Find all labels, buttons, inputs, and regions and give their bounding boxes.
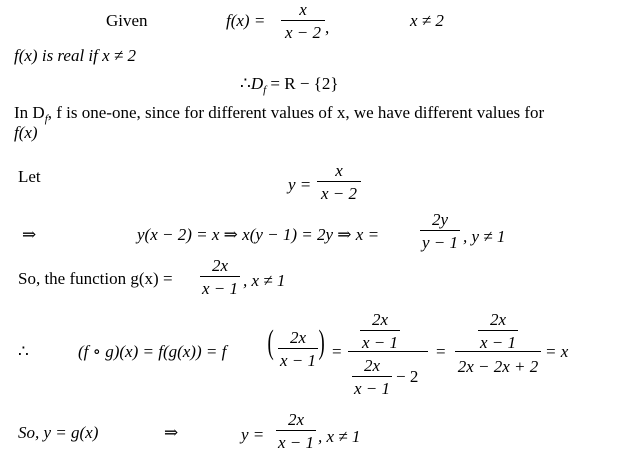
- fraction-final: $\frac{2x}{x - 1}$: [278, 410, 315, 452]
- fraction-2y-over-y-minus-1: $\frac{2y}{y - 1}$: [422, 210, 459, 252]
- fraction-g: $\frac{2x}{x - 1}$: [202, 256, 239, 298]
- right-paren: ): [318, 324, 325, 361]
- big-fraction-bar: [348, 351, 428, 352]
- one-one-statement: In $D_f$, f is one-one, since for different values of x, we have different values for: [14, 103, 545, 125]
- domain-symbol: D: [250, 74, 264, 93]
- therefore-symbol: ∴: [240, 74, 251, 93]
- domain-rhs: = R − {2}: [270, 74, 339, 93]
- equals-2: =: [436, 342, 446, 361]
- equals-1: =: [332, 342, 342, 361]
- domain-line: [240, 75, 339, 96]
- real-condition-text: f(x) is real if x ≠ 2: [14, 46, 137, 65]
- implies-arrow-2: ⇒: [164, 423, 179, 442]
- result-denominator: 2x − 2x + 2: [457, 357, 539, 376]
- condition-x-ne-1: , x ≠ 1: [243, 271, 286, 290]
- left-paren: (: [267, 324, 274, 361]
- domain-subscript: f: [263, 84, 267, 96]
- equals-x: = x: [545, 342, 569, 361]
- fx-lhs: f(x) =: [226, 11, 266, 30]
- result-fraction-bar: [455, 351, 541, 352]
- inner-fraction: $\frac{2x}{x - 1}$: [280, 328, 317, 370]
- composition-lhs: (f ∘ g)(x) = f(g(x)) = f: [78, 342, 227, 361]
- solve-for-x-expression: y(x − 2) = x ⇒ x(y − 1) = 2y ⇒ x =: [137, 225, 380, 244]
- implies-arrow: ⇒: [22, 225, 37, 244]
- condition-x-ne-2: x ≠ 2: [410, 11, 444, 30]
- let-label: Let: [18, 167, 41, 186]
- y-equals-2: y =: [241, 425, 265, 444]
- therefore-symbol-2: ∴: [18, 342, 29, 361]
- result-numerator: $\frac{2x}{x - 1}$: [479, 310, 517, 352]
- given-label: Given: [106, 11, 148, 30]
- big-numerator: $\frac{2x}{x - 1}$: [361, 310, 399, 352]
- function-g-definition: So, the function g(x) =: [18, 269, 173, 288]
- comma: ,: [325, 18, 330, 37]
- fraction-x-over-x-minus-2: [281, 1, 325, 41]
- numerator: x: [299, 0, 307, 19]
- one-one-statement-cont: f(x): [14, 123, 38, 142]
- condition-x-ne-1-final: , x ≠ 1: [318, 427, 361, 446]
- so-y-equals-g: So, y = g(x): [18, 423, 99, 442]
- minus-two: − 2: [396, 367, 419, 386]
- y-equals: y =: [288, 175, 312, 194]
- denominator: x − 2: [281, 20, 325, 41]
- fraction-y-definition: $\frac{x}{x - 2}$: [317, 162, 361, 202]
- condition-y-ne-1: , y ≠ 1: [463, 227, 506, 246]
- big-denominator-fraction: $\frac{2x}{x - 1}$: [354, 356, 391, 398]
